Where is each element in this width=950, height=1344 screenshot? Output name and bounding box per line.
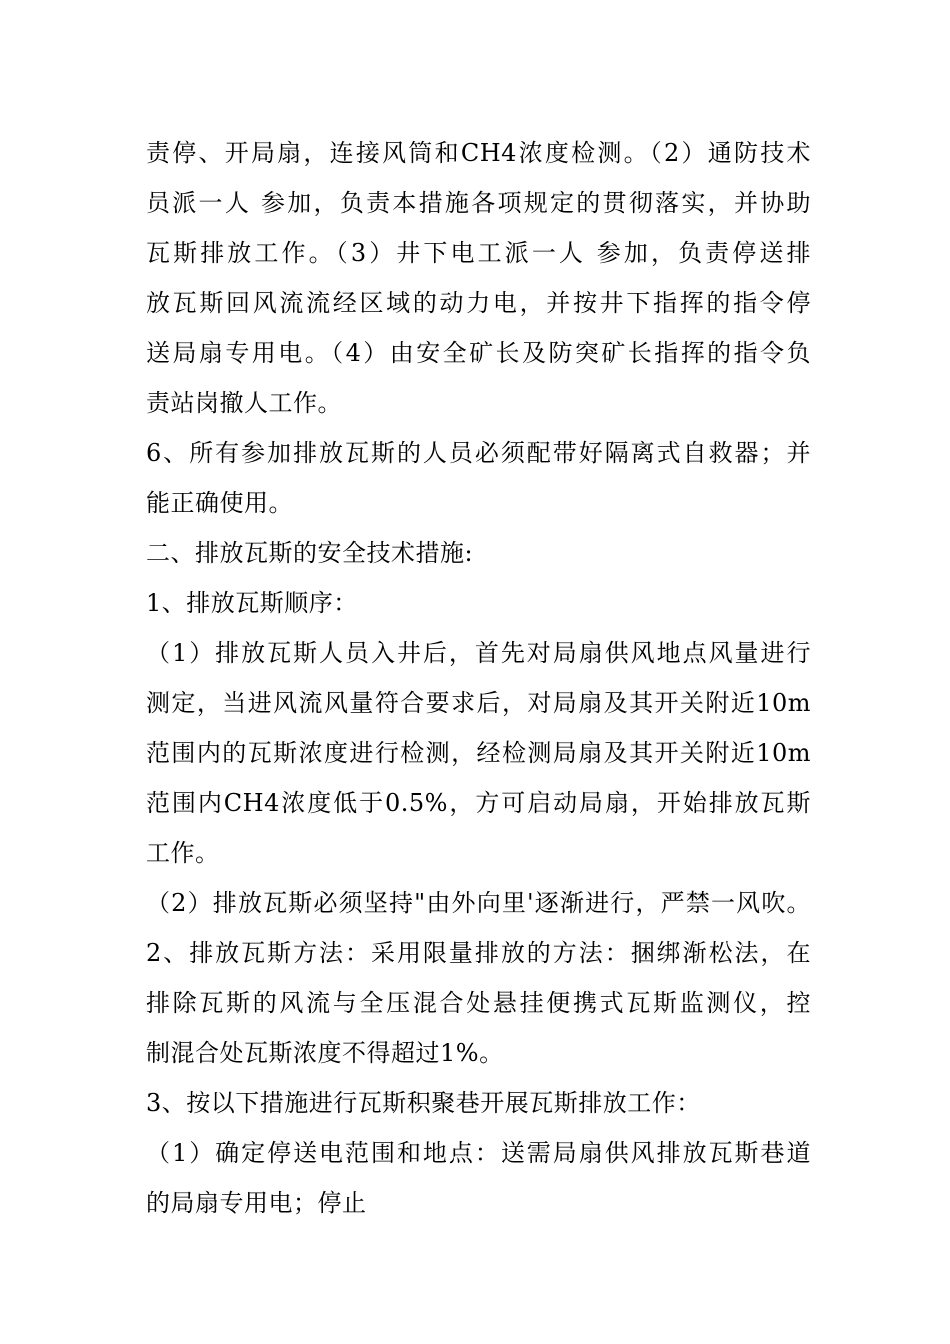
text-line: 3、按以下措施进行瓦斯积聚巷开展瓦斯排放工作： — [146, 1089, 701, 1117]
text-line: （1）排放瓦斯人员入井后，首先对局扇供风地点风量进行 — [146, 639, 811, 667]
text-line: （1）确定停送电范围和地点：送需局扇供风排放瓦斯巷道 — [146, 1139, 811, 1167]
text-line: 2、排放瓦斯方法：采用限量排放的方法：捆绑渐松法，在 — [146, 939, 811, 967]
section-heading: 二、排放瓦斯的安全技术措施: — [146, 539, 474, 567]
text-line: 工作。 — [146, 839, 220, 867]
text-line: 排除瓦斯的风流与全压混合处悬挂便携式瓦斯监测仪，控 — [146, 989, 811, 1017]
text-line: 范围内CH4浓度低于0.5%，方可启动局扇，开始排放瓦斯 — [146, 789, 811, 817]
text-line: 瓦斯排放工作。（3）井下电工派一人 参加，负责停送排 — [146, 239, 811, 267]
text-line: 的局扇专用电；停止 — [146, 1189, 367, 1217]
text-line: 制混合处瓦斯浓度不得超过1%。 — [146, 1039, 504, 1067]
text-line: 放瓦斯回风流流经区域的动力电，并按井下指挥的指令停 — [146, 289, 811, 317]
text-line: （2）排放瓦斯必须坚持"由外向里'逐渐进行，严禁一风吹。 — [146, 889, 811, 917]
text-line: 6、所有参加排放瓦斯的人员必须配带好隔离式自救器；并 — [146, 439, 811, 467]
text-line: 责停、开局扇，连接风筒和CH4浓度检测。（2）通防技术 — [146, 139, 811, 167]
text-line: 范围内的瓦斯浓度进行检测，经检测局扇及其开关附近10m — [146, 739, 811, 767]
text-line: 员派一人 参加，负责本措施各项规定的贯彻落实，并协助 — [146, 189, 811, 217]
text-line: 责站岗撤人工作。 — [146, 389, 342, 417]
text-line: 送局扇专用电。（4）由安全矿长及防突矿长指挥的指令负 — [146, 339, 811, 367]
subsection-heading: 1、排放瓦斯顺序： — [146, 589, 358, 617]
text-line: 测定，当进风流风量符合要求后，对局扇及其开关附近10m — [146, 689, 811, 717]
document-body — [146, 128, 811, 1228]
text-line: 能正确使用。 — [146, 489, 293, 517]
